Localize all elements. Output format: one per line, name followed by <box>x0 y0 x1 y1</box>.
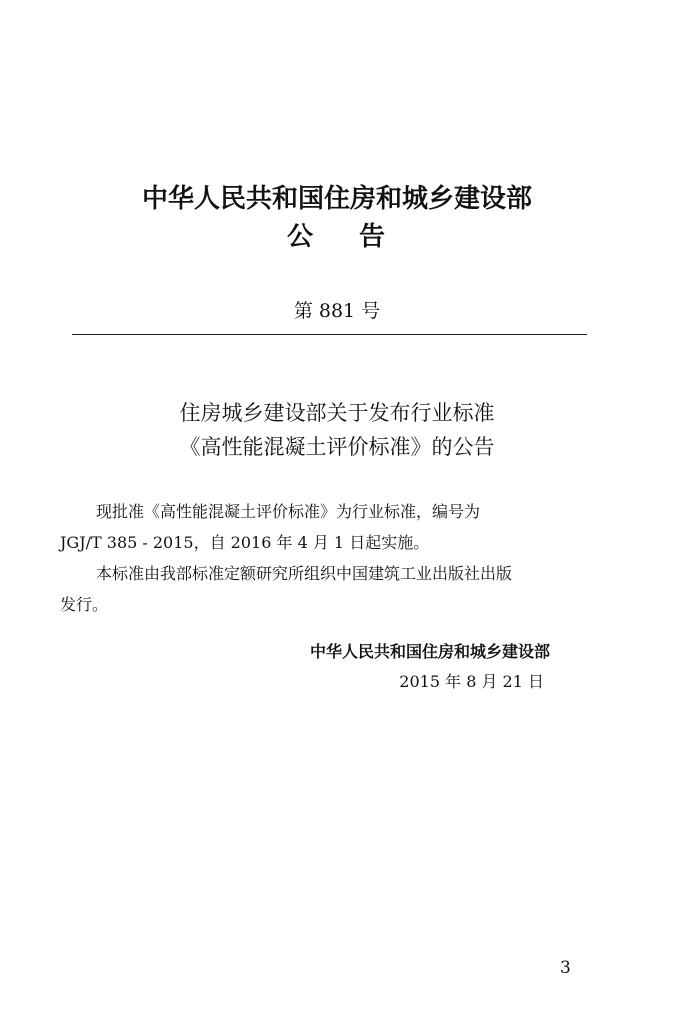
page-number: 3 <box>560 958 571 978</box>
signature-organization: 中华人民共和国住房和城乡建设部 <box>309 642 550 661</box>
ministry-header: 中华人民共和国住房和城乡建设部 <box>141 184 532 214</box>
notice-number: 第 881 号 <box>293 300 381 322</box>
announcement-title-line1: 住房城乡建设部关于发布行业标准 <box>179 401 495 425</box>
signature-date: 2015 年 8 月 21 日 <box>399 672 544 691</box>
paragraph2-line2: 发行。 <box>60 595 109 614</box>
announcement-title-line2: 《高性能混凝土评价标准》的公告 <box>179 435 495 459</box>
paragraph1-line1: 现批准《高性能混凝土评价标准》为行业标准，编号为 <box>96 502 481 521</box>
notice-title-part2: 告 <box>359 222 388 252</box>
paragraph2-line1: 本标准由我部标准定额研究所组织中国建筑工业出版社出版 <box>96 564 513 583</box>
notice-title-part1: 公 <box>286 222 315 252</box>
paragraph1-line2: JGJ/T 385 - 2015，自 2016 年 4 月 1 日起实施。 <box>60 533 430 552</box>
notice-title <box>0 216 674 253</box>
header-divider <box>72 334 587 335</box>
